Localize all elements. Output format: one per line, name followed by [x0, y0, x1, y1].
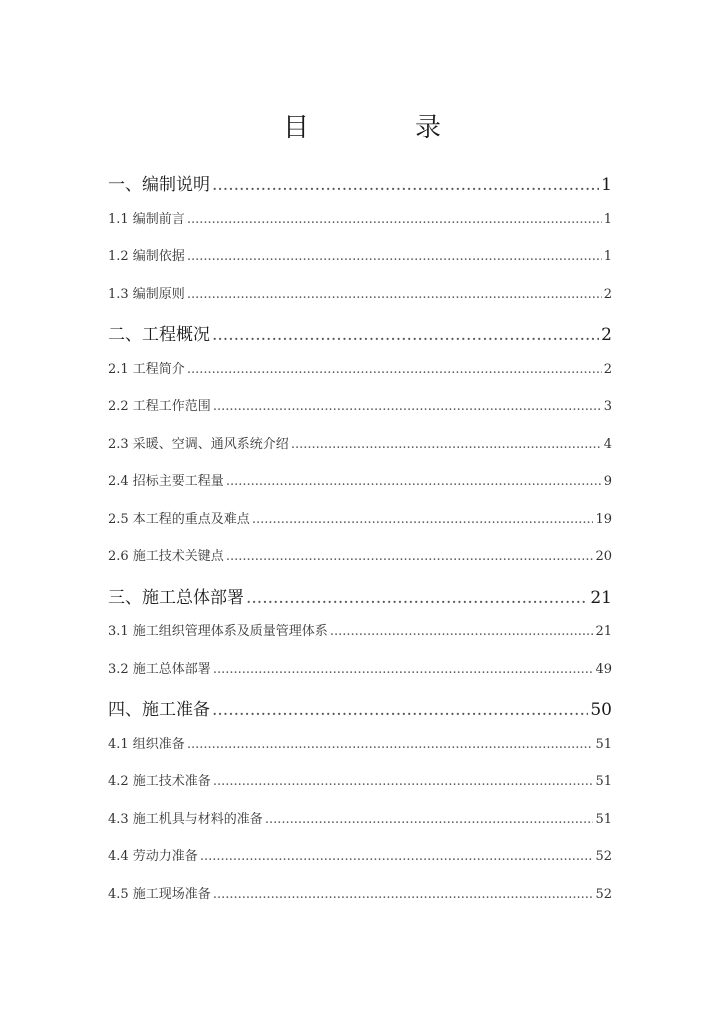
toc-page-number: 19 — [595, 511, 612, 527]
toc-page-number: 2 — [603, 286, 612, 302]
toc-section-entry[interactable] — [108, 658, 612, 676]
toc-leader-dots — [187, 287, 602, 302]
toc-section-entry[interactable] — [108, 245, 612, 263]
toc-page-number: 51 — [595, 736, 612, 752]
toc-leader-dots — [252, 512, 594, 527]
toc-page-number: 2 — [603, 361, 612, 377]
toc-entry-label: 四、施工准备 — [108, 700, 210, 720]
toc-entry-label: 2.6 施工技术关键点 — [108, 549, 224, 564]
toc-entry-label: 4.5 施工现场准备 — [108, 886, 211, 902]
toc-section-entry[interactable] — [108, 808, 612, 826]
toc-page-number: 50 — [590, 700, 612, 720]
toc-entry-label: 三、施工总体部署 — [108, 587, 244, 608]
toc-entry-label: 1.3 编制原则 — [108, 286, 185, 302]
toc-leader-dots — [265, 812, 594, 827]
toc-leader-dots — [213, 887, 594, 902]
toc-entry-label: 二、工程概况 — [108, 325, 210, 345]
toc-page-number: 21 — [590, 587, 612, 608]
toc-entry-label: 3.1 施工组织管理体系及质量管理体系 — [108, 624, 328, 639]
toc-section-entry[interactable] — [108, 845, 612, 863]
toc-section-entry[interactable] — [108, 770, 612, 788]
page-title: 目 录 — [282, 113, 481, 143]
toc-entry-label: 2.5 本工程的重点及难点 — [108, 511, 250, 527]
toc-leader-dots — [212, 325, 599, 345]
toc-entry-label: 4.4 劳动力准备 — [108, 849, 198, 864]
toc-entry-label: 2.1 工程简介 — [108, 361, 185, 377]
toc-leader-dots — [187, 212, 602, 227]
toc-leader-dots — [330, 624, 594, 639]
toc-entry-label: 2.2 工程工作范围 — [108, 399, 211, 414]
toc-entry-label: 1.1 编制前言 — [108, 211, 185, 227]
toc-page-number: 49 — [595, 661, 612, 677]
toc-chapter-entry[interactable] — [108, 320, 612, 345]
toc-entry-label: 一、编制说明 — [108, 175, 210, 195]
toc-entry-label: 1.2 编制依据 — [108, 249, 185, 264]
toc-section-entry[interactable] — [108, 433, 612, 451]
toc-section-entry[interactable] — [108, 470, 612, 488]
toc-section-entry[interactable] — [108, 508, 612, 526]
toc-entry-label: 4.1 组织准备 — [108, 736, 185, 752]
toc-leader-dots — [187, 249, 602, 264]
toc-leader-dots — [226, 474, 602, 489]
toc-section-entry[interactable] — [108, 733, 612, 751]
toc-leader-dots — [226, 549, 594, 564]
toc-entry-label: 2.3 采暖、空调、通风系统介绍 — [108, 436, 289, 452]
toc-section-entry[interactable] — [108, 395, 612, 413]
toc-page-number: 2 — [601, 325, 612, 345]
toc-leader-dots — [213, 399, 602, 414]
toc-leader-dots — [291, 437, 602, 452]
toc-entry-label: 4.3 施工机具与材料的准备 — [108, 811, 263, 827]
toc-page-number: 3 — [603, 399, 612, 414]
toc-section-entry[interactable] — [108, 545, 612, 563]
toc-section-entry[interactable] — [108, 283, 612, 301]
toc-leader-dots — [213, 774, 594, 789]
toc-section-entry[interactable] — [108, 883, 612, 901]
toc-section-entry[interactable] — [108, 620, 612, 638]
toc-leader-dots — [212, 175, 599, 195]
toc-page-number: 1 — [601, 175, 612, 195]
toc-entry-label: 3.2 施工总体部署 — [108, 661, 211, 677]
toc-chapter-entry[interactable] — [108, 170, 612, 195]
toc-section-entry[interactable] — [108, 358, 612, 376]
toc-page-number: 52 — [595, 886, 612, 902]
toc-page-number: 51 — [595, 811, 612, 827]
toc-page-number: 21 — [595, 624, 612, 639]
toc-entry-label: 2.4 招标主要工程量 — [108, 474, 224, 489]
toc-page-number: 1 — [603, 211, 612, 227]
toc-leader-dots — [187, 737, 594, 752]
toc-entry-label: 4.2 施工技术准备 — [108, 774, 211, 789]
toc-leader-dots — [212, 700, 588, 720]
toc-leader-dots — [200, 849, 594, 864]
toc-leader-dots — [187, 362, 602, 377]
toc-page-number: 20 — [595, 549, 612, 564]
toc-page-number: 9 — [603, 474, 612, 489]
toc-chapter-entry[interactable] — [108, 583, 612, 608]
toc-section-entry[interactable] — [108, 208, 612, 226]
toc-page-number: 4 — [603, 436, 612, 452]
toc-chapter-entry[interactable] — [108, 695, 612, 720]
toc-leader-dots — [213, 662, 594, 677]
toc-page-number: 51 — [595, 774, 612, 789]
toc-leader-dots — [246, 588, 588, 608]
toc-page-number: 52 — [595, 849, 612, 864]
toc-page-number: 1 — [603, 249, 612, 264]
